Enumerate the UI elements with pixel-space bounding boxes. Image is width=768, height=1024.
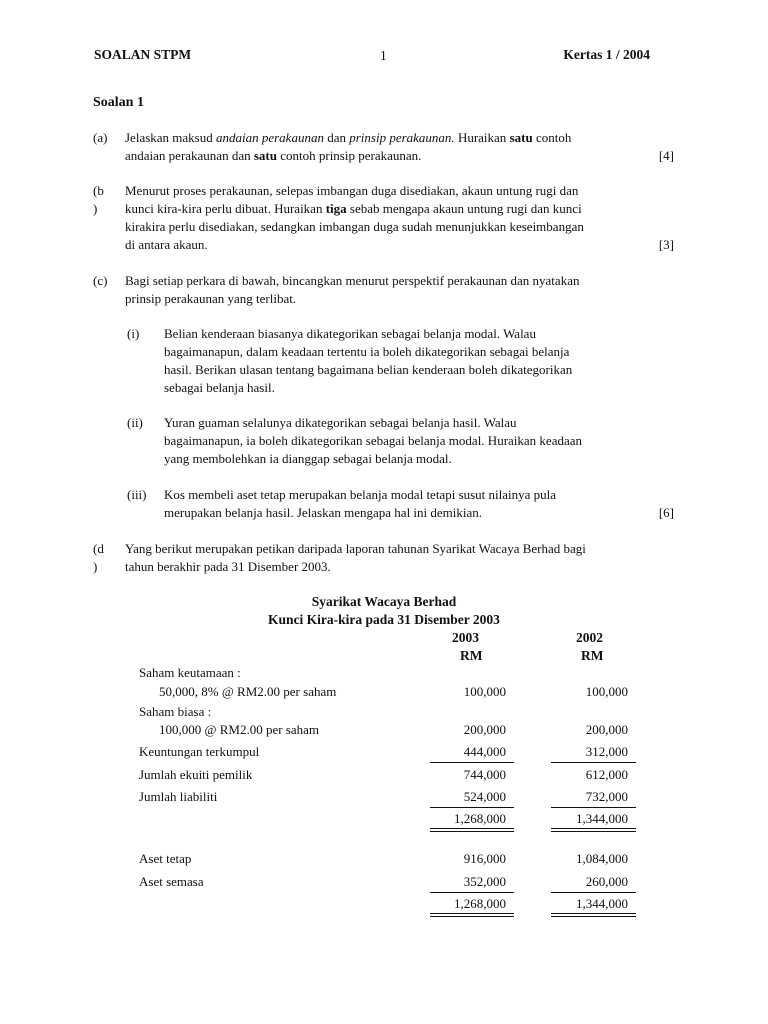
table-cell: 1,084,000	[576, 851, 628, 866]
table-cell: 444,000	[463, 744, 506, 759]
table-cell: 744,000	[463, 767, 506, 782]
table-cell: 612,000	[585, 767, 628, 782]
table-row-label: 100,000 @ RM2.00 per saham	[159, 722, 320, 737]
table-cell: 916,000	[463, 851, 506, 866]
double-rule	[551, 913, 636, 917]
table-row-label: Jumlah ekuiti pemilik	[139, 767, 253, 782]
table-row-label: Keuntungan terkumpul	[139, 744, 260, 759]
table-row-label: Saham keutamaan :	[139, 665, 241, 680]
col-year-2003: 2003	[452, 630, 479, 645]
qc-mark: [6]	[658, 505, 674, 520]
page-number: 1	[380, 48, 387, 63]
header-right: Kertas 1 / 2004	[563, 47, 650, 62]
total-rule	[551, 807, 636, 808]
table-row-label: Jumlah liabiliti	[139, 789, 218, 804]
table-subtitle: Kunci Kira-kira pada 31 Disember 2003	[268, 612, 500, 627]
qd-label: (d )	[93, 541, 104, 574]
table-cell: 200,000	[463, 722, 506, 737]
question-title: Soalan 1	[93, 95, 144, 110]
qc-ii-text: Yuran guaman selalunya dikategorikan sebagai belanja hasil. Walau bagaimanapun, ia boleh dikategorikan sebagai belanja modal. Huraikan keadaan yang membolehkan ia dianggap sebagai belanja modal.	[164, 415, 582, 466]
subtotal-rule	[430, 762, 514, 763]
table-cell: 260,000	[585, 874, 628, 889]
table-row-label: Aset tetap	[139, 851, 192, 866]
qb-label: (b )	[93, 183, 104, 216]
header-left: SOALAN STPM	[94, 47, 192, 62]
qc-text: Bagi setiap perkara di bawah, bincangkan menurut perspektif perakaunan dan nyatakan prinsip perakaunan yang terlibat.	[125, 273, 580, 306]
total-rule	[430, 892, 514, 893]
col-unit-2003: RM	[460, 648, 483, 663]
table-cell: 524,000	[463, 789, 506, 804]
qa-text: Jelaskan maksud andaian perakaunan dan prinsip perakaunan. Huraikan satu contoh andaian perakaunan dan satu contoh prinsip perakaunan.	[125, 130, 572, 163]
qc-label: (c)	[93, 273, 108, 288]
double-rule	[430, 913, 514, 917]
qc-iii-text: Kos membeli aset tetap merupakan belanja modal tetapi susut nilainya pula merupakan belanja hasil. Jelaskan mengapa hal ini demikian.	[164, 487, 557, 520]
table-cell-total: 1,268,000	[454, 811, 506, 826]
table-cell: 312,000	[585, 744, 628, 759]
qc-iii-label: (iii)	[127, 487, 147, 502]
table-cell-total: 1,268,000	[454, 896, 506, 911]
qc-i-label: (i)	[127, 326, 140, 341]
table-cell: 352,000	[463, 874, 506, 889]
table-row-label: Aset semasa	[139, 874, 204, 889]
subtotal-rule	[551, 762, 636, 763]
table-row-label: 50,000, 8% @ RM2.00 per saham	[159, 684, 337, 699]
double-rule	[430, 828, 514, 832]
double-rule	[551, 828, 636, 832]
table-cell: 100,000	[463, 684, 506, 699]
table-cell-total: 1,344,000	[576, 896, 628, 911]
qd-text: Yang berikut merupakan petikan daripada laporan tahunan Syarikat Wacaya Berhad bagi tahun berakhir pada 31 Disember 2003.	[125, 541, 586, 574]
qa-label: (a)	[93, 130, 108, 145]
qa-mark: [4]	[658, 148, 674, 163]
table-cell: 100,000	[585, 684, 628, 699]
table-cell: 732,000	[585, 789, 628, 804]
table-cell: 200,000	[585, 722, 628, 737]
qc-ii-label: (ii)	[127, 415, 143, 430]
qc-i-text: Belian kenderaan biasanya dikategorikan sebagai belanja modal. Walau bagaimanapun, dalam keadaan tertentu ia boleh dikategorikan sebagai belanja hasil. Berikan ulasan tentang bagaimana belian kenderaan boleh dikategorikan sebagai belanja hasil.	[164, 326, 573, 395]
total-rule	[430, 807, 514, 808]
qb-mark: [3]	[658, 237, 674, 252]
col-year-2002: 2002	[576, 630, 603, 645]
total-rule	[551, 892, 636, 893]
col-unit-2002: RM	[581, 648, 604, 663]
table-cell-total: 1,344,000	[576, 811, 628, 826]
table-company: Syarikat Wacaya Berhad	[311, 594, 457, 609]
table-row-label: Saham biasa :	[139, 704, 212, 719]
qb-text: Menurut proses perakaunan, selepas imbangan duga disediakan, akaun untung rugi dan kunci kira-kira perlu dibuat. Huraikan tiga sebab mengapa akaun untung rugi dan kunci kirakira perlu disediakan, sedangkan imbangan duga sudah menunjukkan keseimbangan di antara akaun.	[125, 183, 584, 252]
